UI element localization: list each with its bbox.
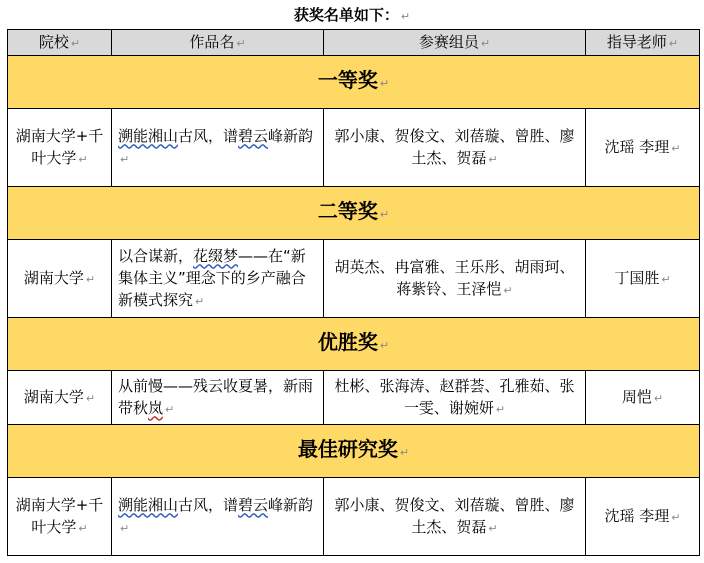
work-cell: 溯能湘山古风，谱碧云峰新韵↵ — [112, 478, 324, 556]
work-cell: 以合谋新，花缀梦——在“新集体主义”理念下的乡产融合新模式探究 ↵ — [112, 240, 324, 318]
table-row — [8, 240, 700, 318]
members-cell: 杜彬、张海涛、赵群荟、孔雅茹、张一雯、谢婉妍 ↵ — [324, 371, 586, 425]
work-cell: 从前慢——残云收夏暑，新雨带秋岚 ↵ — [112, 371, 324, 425]
prize-title: 优胜奖 ↵ — [8, 318, 700, 371]
header-work: 作品名 ↵ — [112, 30, 324, 56]
prize-row-first — [8, 56, 700, 109]
prize-row-fourth — [8, 425, 700, 478]
award-table — [7, 29, 700, 556]
members-cell: 郭小康、贺俊文、刘蓓璇、曾胜、廖土杰、贺磊 ↵ — [324, 478, 586, 556]
teacher-cell: 沈瑶 李理 ↵ — [586, 109, 700, 187]
table-row — [8, 478, 700, 556]
header-teacher: 指导老师 ↵ — [586, 30, 700, 56]
teacher-cell: 丁国胜 ↵ — [586, 240, 700, 318]
table-row — [8, 109, 700, 187]
school-cell: 湖南大学+千叶大学 ↵ — [8, 478, 112, 556]
teacher-cell: 沈瑶 李理 ↵ — [586, 478, 700, 556]
prize-title: 二等奖 ↵ — [8, 187, 700, 240]
work-cell: 溯能湘山古风，谱碧云峰新韵↵ — [112, 109, 324, 187]
prize-row-third — [8, 318, 700, 371]
teacher-cell: 周恺 ↵ — [586, 371, 700, 425]
school-cell: 湖南大学+千叶大学 ↵ — [8, 109, 112, 187]
document-title — [0, 3, 704, 27]
header-row — [8, 30, 700, 56]
header-members: 参赛组员 ↵ — [324, 30, 586, 56]
header-school: 院校 ↵ — [8, 30, 112, 56]
paragraph-mark-icon: ↵ — [400, 10, 411, 23]
school-cell: 湖南大学 ↵ — [8, 371, 112, 425]
prize-title: 最佳研究奖 ↵ — [8, 425, 700, 478]
table-row — [8, 371, 700, 425]
members-cell: 郭小康、贺俊文、刘蓓璇、曾胜、廖土杰、贺磊 ↵ — [324, 109, 586, 187]
prize-row-second — [8, 187, 700, 240]
prize-title: 一等奖 ↵ — [8, 56, 700, 109]
title-text: 获奖名单如下： — [293, 6, 399, 24]
school-cell: 湖南大学 ↵ — [8, 240, 112, 318]
members-cell: 胡英杰、冉富雅、王乐彤、胡雨珂、蒋紫铃、王泽恺 ↵ — [324, 240, 586, 318]
